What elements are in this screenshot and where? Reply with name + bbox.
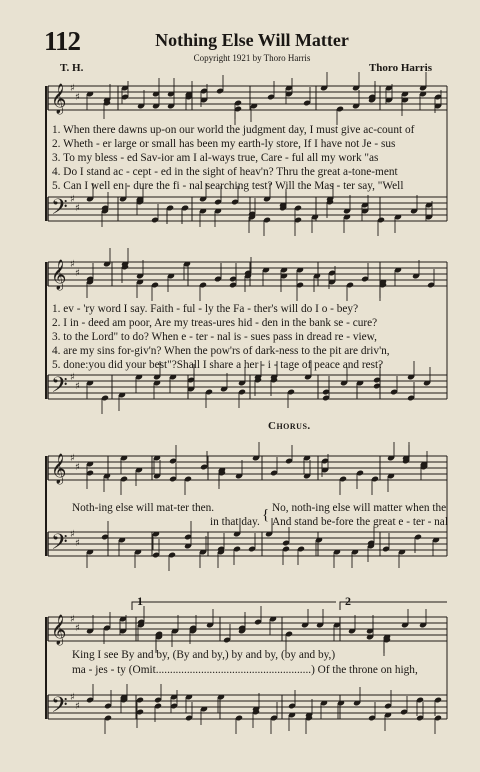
treble-clef: 𝄞 [51, 84, 67, 114]
bass-clef: 𝄢 [51, 373, 68, 403]
sharp-sign: ♯ [75, 203, 80, 214]
second-ending-number: 2 [345, 594, 351, 608]
sharp-sign: ♯ [70, 529, 75, 540]
sharp-sign: ♯ [75, 92, 80, 103]
sharp-sign: ♯ [75, 268, 80, 279]
sharp-sign: ♯ [70, 194, 75, 205]
sharp-sign: ♯ [70, 83, 75, 94]
chorus-lyric-left-2: in that day. [210, 516, 260, 528]
ending-lyric-line-1: King I see By and by, (By and by,) by and by, (by and by,) [72, 649, 336, 661]
hymn-number: 112 [44, 26, 81, 56]
system1-lyric-line-5: 5. Can I well en - dure the fi - nal searching test? Will the Mas - ter say, "Well [52, 180, 404, 192]
chorus-lyric-right-1: No, noth-ing else will matter when the [272, 502, 447, 514]
system2-lyric-line-5: 5. done:you did your best"?Shall I share a her - i - tage of peace and rest? [52, 359, 384, 371]
system1-lyric-line-3: 3. To my bless - ed Sav-ior am I al-ways true, Care - ful all my work "as [52, 152, 379, 164]
system2-lyric-line-4: 4. are my sins for-giv'n? When the pow'rs of dark-ness to the pit are driv'n, [52, 345, 390, 357]
bass-clef: 𝄢 [51, 195, 68, 225]
sharp-sign: ♯ [75, 381, 80, 392]
sharp-sign: ♯ [70, 692, 75, 703]
ending-lyric-line-2: ma - jes - ty (Omit.......................................................) Of the throne on high, [72, 664, 418, 676]
copyright-notice: Copyright 1921 by Thoro Harris [193, 53, 311, 63]
sharp-sign: ♯ [70, 259, 75, 270]
sharp-sign: ♯ [70, 614, 75, 625]
first-ending-bracket [132, 602, 336, 610]
system2-lyric-line-1: 1. ev - 'ry word I say. Faith - ful - ly the Fa - ther's will do I o - bey? [52, 303, 359, 315]
treble-clef: 𝄞 [51, 260, 67, 290]
lyricist-credit: T. H. [60, 62, 84, 74]
chorus-lyric-right-2: And stand be-fore the great e - ter - nal [272, 516, 448, 528]
first-ending-number: 1 [137, 594, 143, 608]
system2-lyric-line-3: 3. to the Lord" to do? When e - ter - nal is - sues pass in dread re - view, [52, 331, 377, 343]
sharp-sign: ♯ [75, 701, 80, 712]
chorus-brace: { [262, 507, 270, 523]
sharp-sign: ♯ [75, 462, 80, 473]
hymn-title: Nothing Else Will Matter [155, 30, 349, 50]
sharp-sign: ♯ [75, 538, 80, 549]
system1-lyric-line-1: 1. When there dawns up-on our world the judgment day, I must give ac-count of [52, 124, 415, 136]
chorus-lyric-left-1: Noth-ing else will mat-ter then. [72, 502, 215, 514]
system2-lyric-line-2: 2. I in - deed am poor, Are my treas-ures hid - den in the bank se - cure? [52, 317, 378, 329]
sharp-sign: ♯ [70, 453, 75, 464]
treble-clef: 𝄞 [51, 615, 67, 645]
bass-clef: 𝄢 [51, 693, 68, 723]
treble-clef: 𝄞 [51, 454, 67, 484]
sharp-sign: ♯ [70, 372, 75, 383]
system1-lyric-line-2: 2. Wheth - er large or small has been my earth-ly store, If I have not Je - sus [52, 138, 396, 150]
chorus-label: Chorus. [268, 420, 311, 432]
bass-clef: 𝄢 [51, 530, 68, 560]
composer-credit: Thoro Harris [368, 62, 432, 74]
second-ending-bracket [340, 602, 447, 610]
sharp-sign: ♯ [75, 623, 80, 634]
system1-lyric-line-4: 4. Do I stand ac - cept - ed in the sight of heav'n? Thru the great a-tone-ment [52, 166, 398, 178]
